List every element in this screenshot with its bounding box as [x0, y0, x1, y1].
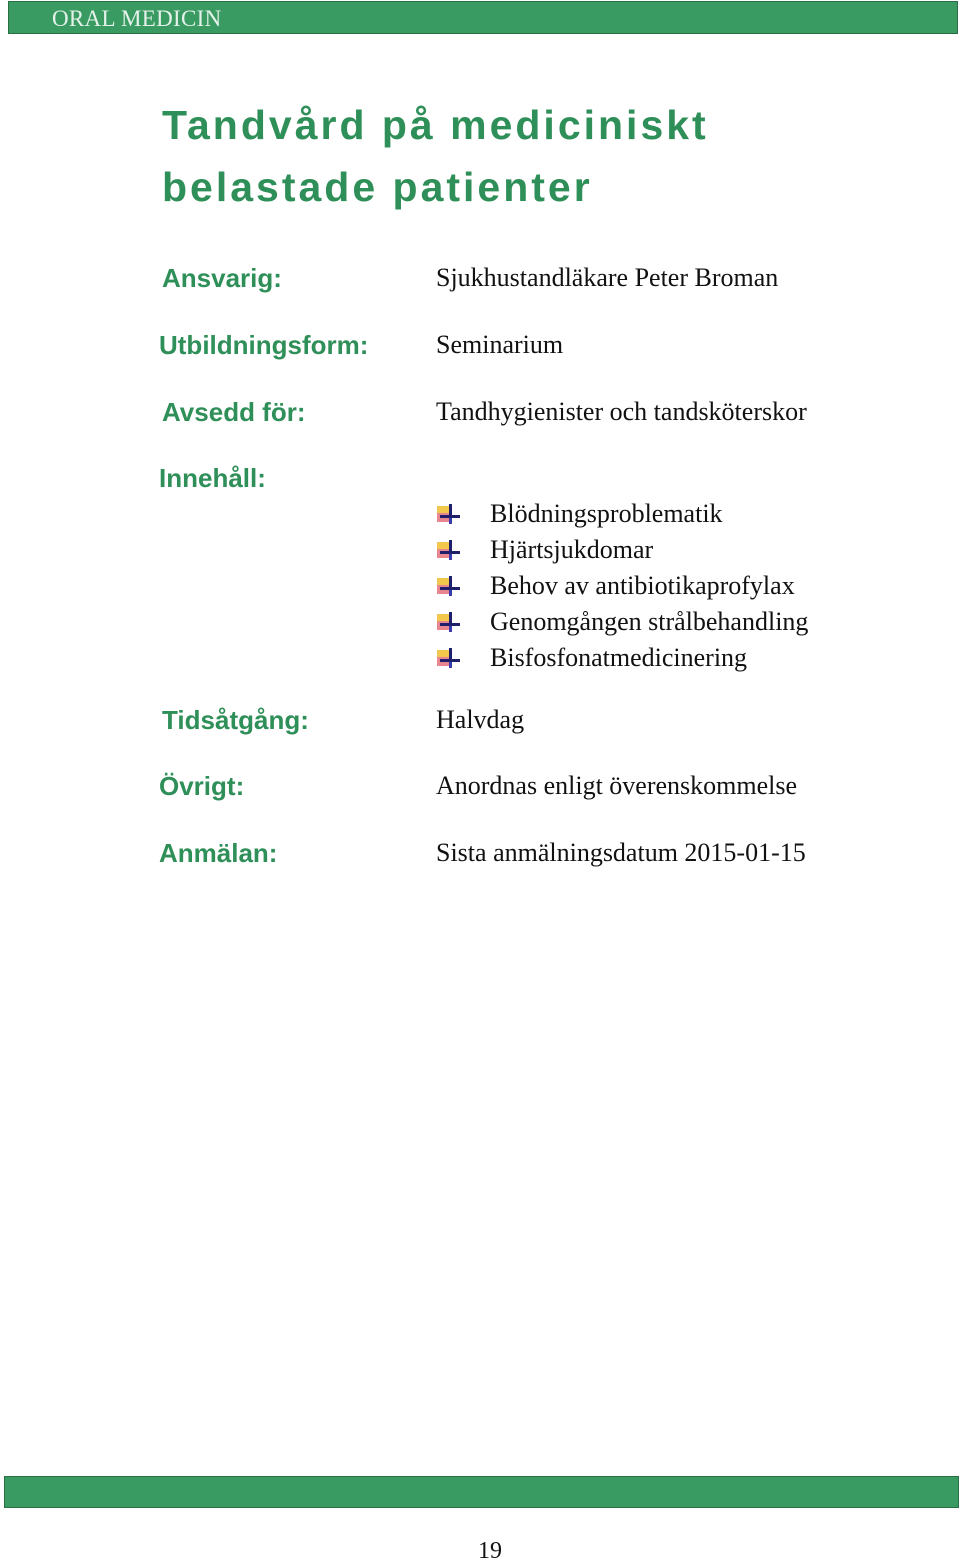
- anmalan-value: Sista anmälningsdatum 2015-01-15: [436, 838, 806, 867]
- list-item-text: Hjärtsjukdomar: [490, 535, 654, 564]
- list-item-text: Bisfosfonatmedicinering: [490, 643, 748, 672]
- list-item-text: Blödningsproblematik: [490, 499, 723, 528]
- tidsatgang-value: Halvdag: [436, 705, 525, 734]
- ovrigt-value: Anordnas enligt överenskommelse: [436, 771, 798, 800]
- ansvarig-value: Sjukhustandläkare Peter Broman: [436, 263, 779, 292]
- section-title: ORAL MEDICIN: [52, 6, 222, 31]
- colored-cross-bullet-icon: [434, 501, 460, 527]
- ovrigt-label: Övrigt:: [159, 771, 245, 801]
- page-title-line-1: Tandvård på mediciniskt: [162, 102, 709, 148]
- anmalan-label: Anmälan:: [159, 838, 278, 868]
- list-item: [434, 496, 808, 532]
- header-bar: [8, 1, 958, 34]
- list-item-text: Genomgången strålbehandling: [490, 607, 809, 636]
- content-list: [434, 496, 808, 676]
- colored-cross-bullet-icon: [434, 609, 460, 635]
- tidsatgang-label: Tidsåtgång:: [162, 705, 309, 735]
- colored-cross-bullet-icon: [434, 645, 460, 671]
- utbildningsform-label: Utbildningsform:: [159, 330, 369, 360]
- list-item: [434, 604, 808, 640]
- list-item: [434, 640, 808, 676]
- colored-cross-bullet-icon: [434, 573, 460, 599]
- list-item: [434, 532, 808, 568]
- footer-bar: [4, 1476, 959, 1508]
- ansvarig-label: Ansvarig:: [162, 263, 282, 293]
- list-item-text: Behov av antibiotikaprofylax: [490, 571, 795, 600]
- innehall-label: Innehåll:: [159, 463, 266, 493]
- page-number: 19: [478, 1538, 502, 1564]
- list-item: [434, 568, 808, 604]
- avsedd-label: Avsedd för:: [162, 397, 306, 427]
- utbildningsform-value: Seminarium: [436, 330, 564, 359]
- page-title-line-2: belastade patienter: [162, 164, 593, 210]
- avsedd-value: Tandhygienister och tandsköterskor: [436, 397, 807, 426]
- page-title: [162, 94, 709, 218]
- colored-cross-bullet-icon: [434, 537, 460, 563]
